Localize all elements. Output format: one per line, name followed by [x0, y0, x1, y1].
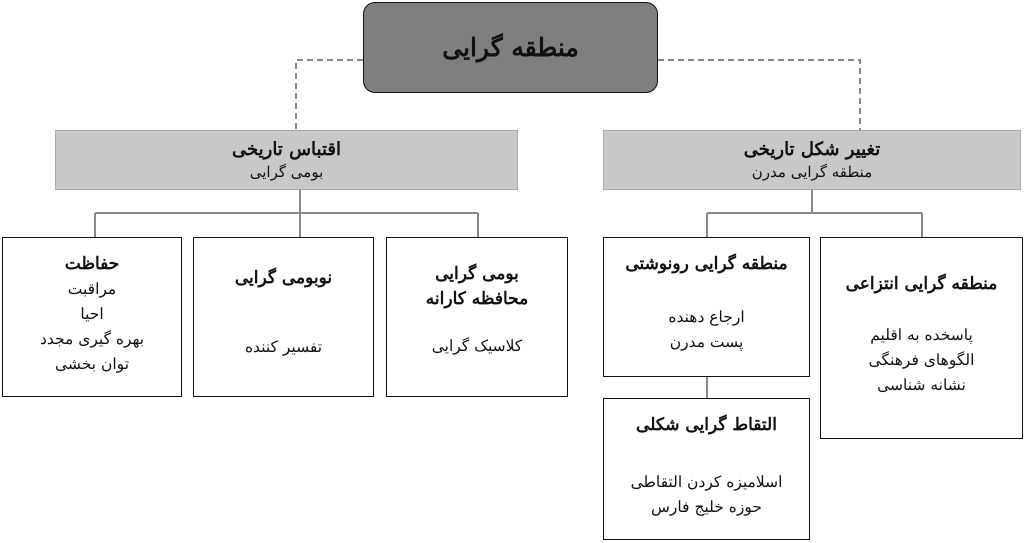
node-line: پست مدرن [669, 333, 744, 351]
node-line: احیا [80, 305, 104, 323]
branch-subtitle: منطقه گرایی مدرن [751, 162, 873, 181]
node-line: بهره گیری مجدد [39, 330, 145, 348]
node-line: حوزه خلیج فارس [651, 498, 762, 516]
node-conservation [2, 237, 182, 397]
node-copy-regionalism [603, 237, 810, 377]
node-line: مراقبت [67, 280, 117, 298]
node-title: التقاط گرایی شکلی [636, 415, 777, 435]
branch-title: تغییر شکل تاریخی [743, 138, 881, 160]
node-line: کلاسیک گرایی [431, 337, 523, 355]
node-formal-eclecticism [603, 398, 810, 540]
node-neo-vernacular [193, 237, 374, 397]
root-to-right-branch [658, 60, 860, 130]
node-abstract-regionalism [820, 237, 1023, 439]
branch-title: اقتباس تاریخی [232, 138, 342, 160]
node-title: حفاظت [64, 254, 120, 274]
left-branch-connectors [95, 190, 478, 237]
node-title-line-1: بومی گرایی [435, 264, 519, 284]
node-line: توان بخشی [55, 355, 130, 373]
root-node [363, 2, 658, 93]
node-conservative-vernacular [386, 237, 568, 397]
node-title: منطقه گرایی انتزاعی [845, 274, 998, 294]
branch-historical-adaptation [55, 130, 518, 190]
node-line: الگوهای فرهنگی [868, 351, 975, 369]
node-line: پاسخده به اقلیم [870, 326, 973, 344]
node-title: نوبومی گرایی [234, 268, 333, 288]
branch-historical-transformation [603, 130, 1021, 190]
root-to-left-branch [296, 60, 363, 130]
node-line: ارجاع دهنده [668, 308, 745, 326]
branch-subtitle: بومی گرایی [249, 162, 324, 181]
node-line: اسلامیزه کردن التقاطی [630, 473, 783, 491]
root-title: منطقه گرایی [442, 33, 579, 62]
node-line: نشانه شناسی [877, 376, 966, 394]
node-title-line-2: محافظه کارانه [425, 289, 529, 309]
node-line: تفسیر کننده [244, 338, 323, 356]
node-title: منطقه گرایی رونوشتی [625, 254, 788, 274]
